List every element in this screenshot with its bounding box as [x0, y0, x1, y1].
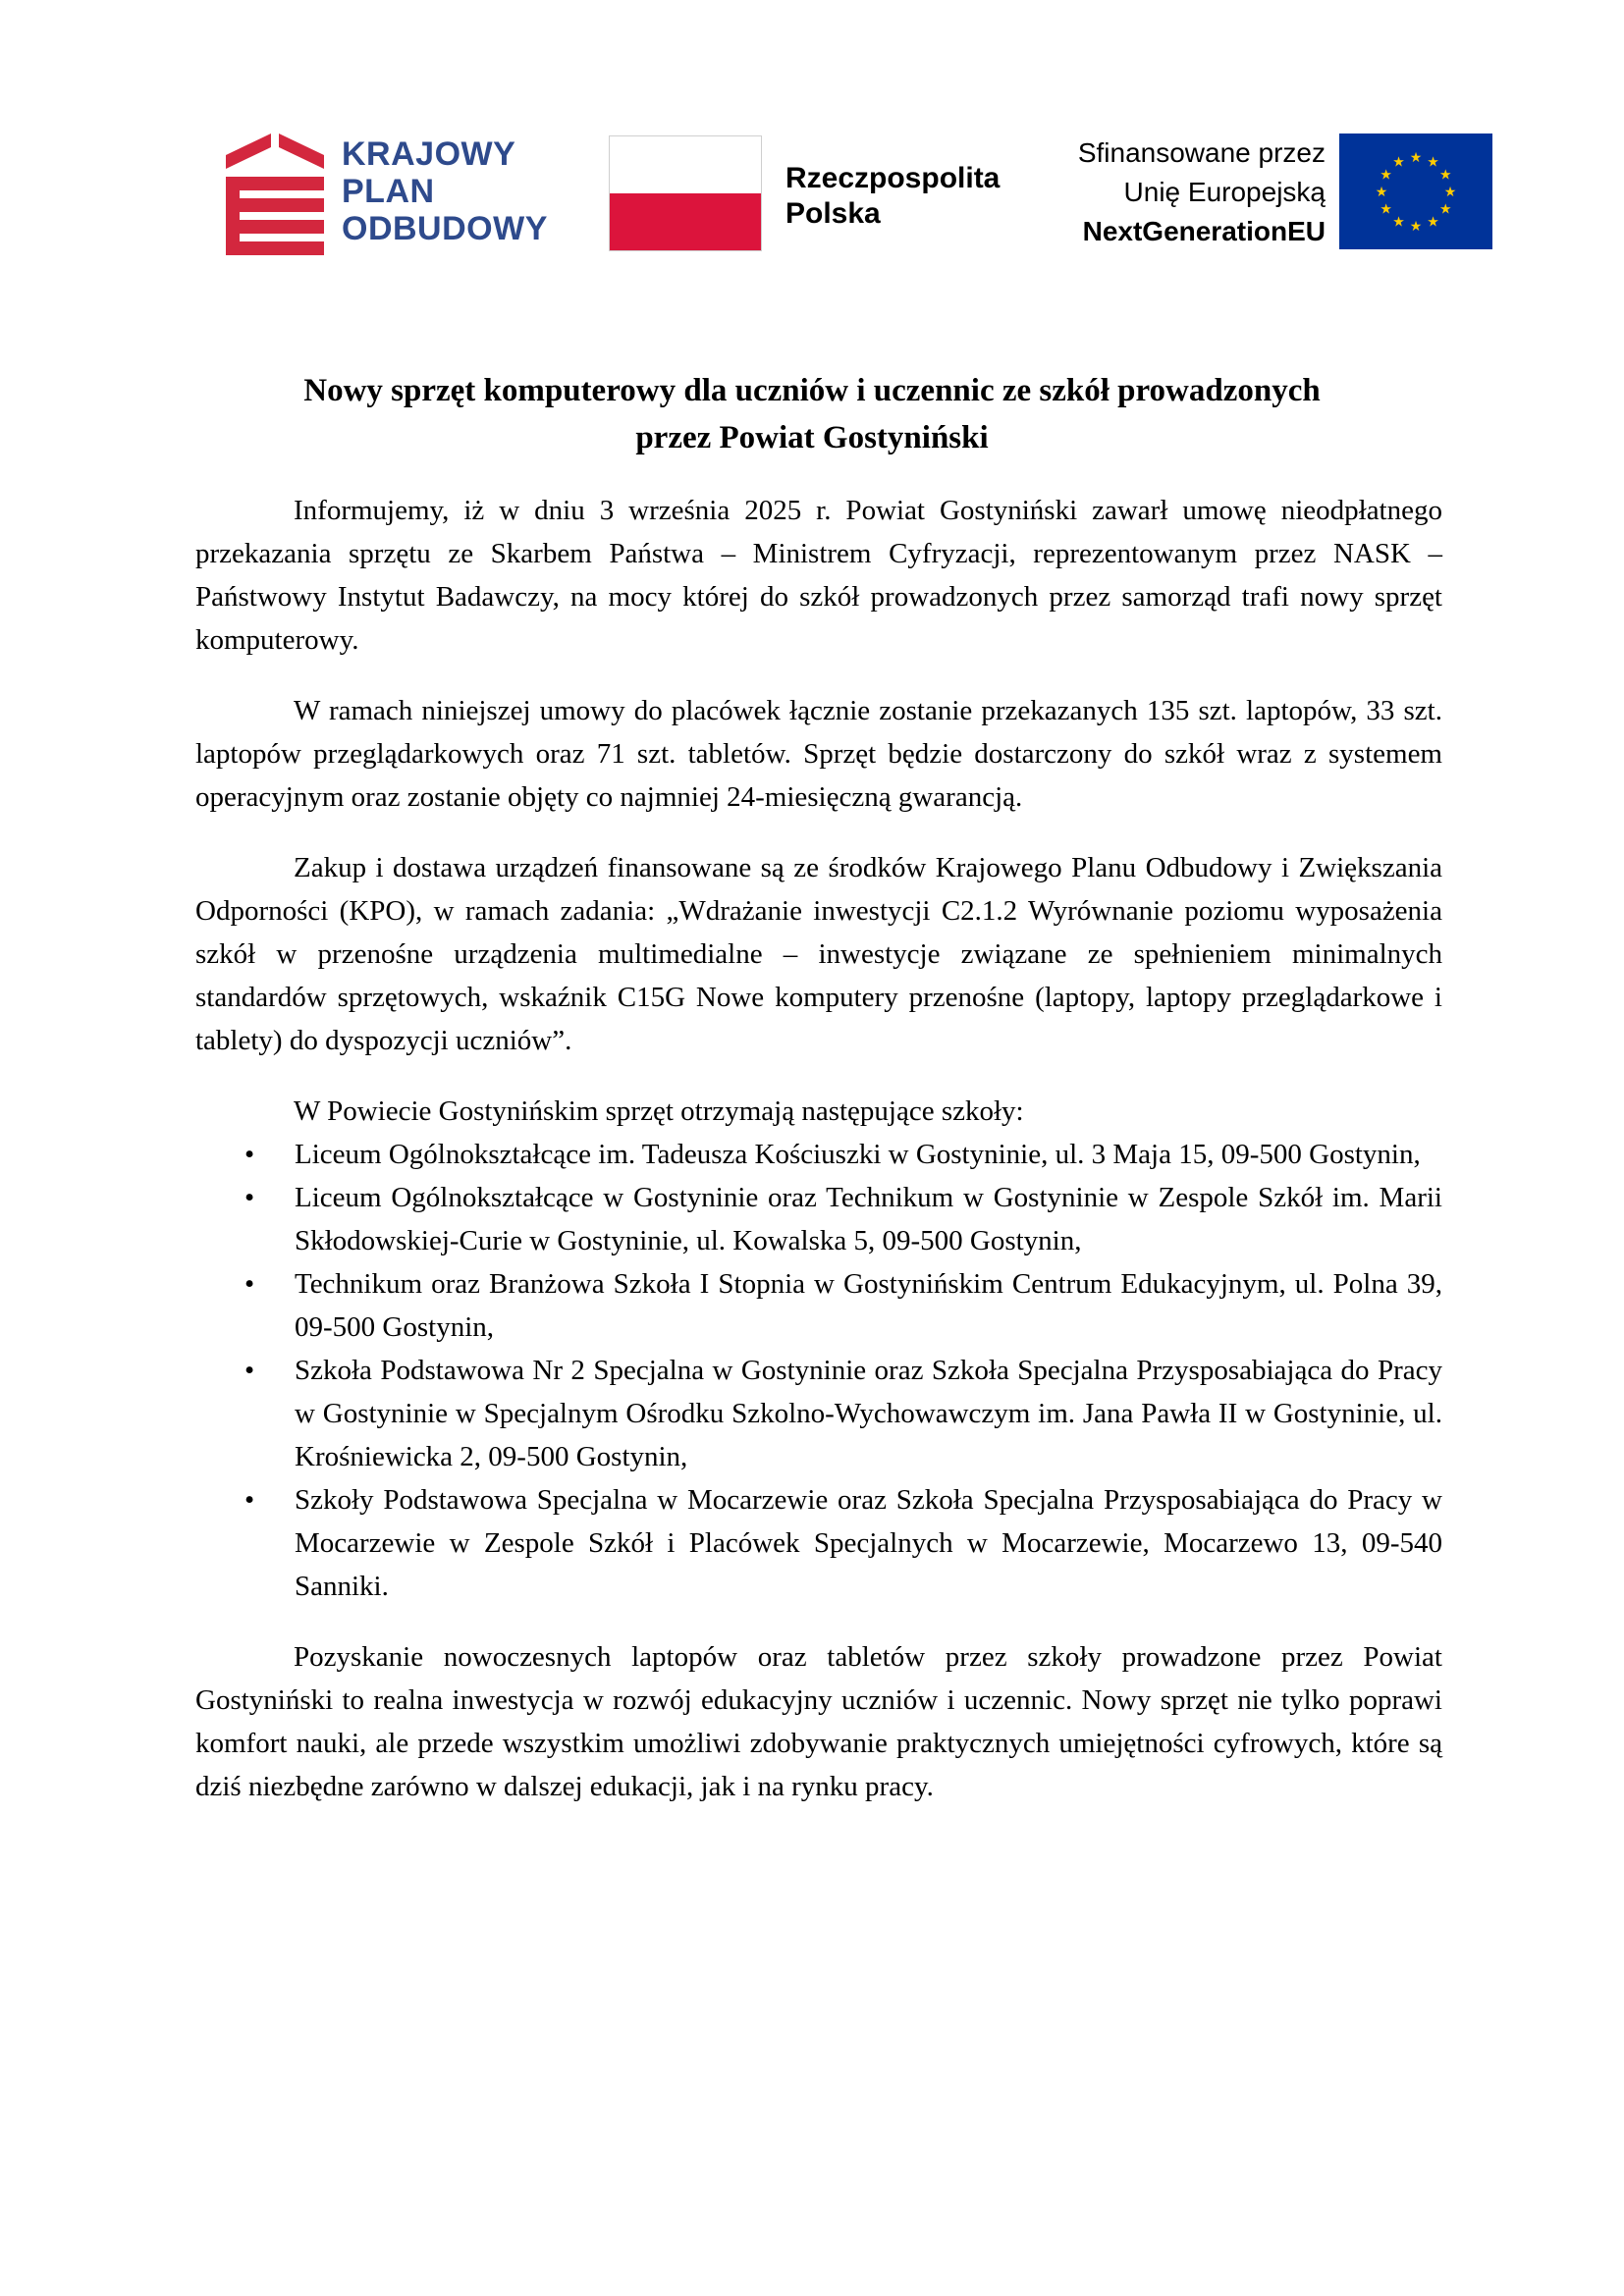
- kpo-line-3: ODBUDOWY: [342, 210, 548, 247]
- eu-star-icon: ★: [1375, 186, 1388, 200]
- title-line-1: Nowy sprzęt komputerowy dla uczniów i uczennic ze szkół prowadzonych: [303, 373, 1321, 408]
- bullet-icon: •: [244, 1268, 255, 1300]
- page-title: [167, 367, 1457, 461]
- eu-funding-text: [1078, 133, 1326, 251]
- eu-line-3: NextGenerationEU: [1082, 216, 1326, 246]
- kpo-logo: [226, 133, 550, 255]
- list-item: • Liceum Ogólnokształcące im. Tadeusza Kościuszki w Gostyninie, ul. 3 Maja 15, 09-500 Gostynin,: [195, 1133, 1442, 1176]
- eu-star-icon: ★: [1443, 186, 1457, 200]
- bullet-icon: •: [244, 1484, 255, 1516]
- eu-flag-icon: [1339, 133, 1492, 249]
- eu-star-icon: ★: [1392, 155, 1405, 171]
- document-body: [195, 489, 1442, 1808]
- list-item: • Technikum oraz Branżowa Szkoła I Stopnia w Gostynińskim Centrum Edukacyjnym, ul. Polna 39, 09-500 Gostynin,: [195, 1262, 1442, 1349]
- eu-star-icon: ★: [1439, 168, 1452, 184]
- list-item: • Szkoła Podstawowa Nr 2 Specjalna w Gostyninie oraz Szkoła Specjalna Przysposabiająca do Pracy w Gostyninie w Specjalnym Ośrodku Szkolno-Wychowawczym im. Jana Pawła II w Gostyninie, ul. Krośniewicka 2, 09-500 Gostynin,: [195, 1349, 1442, 1478]
- logo-bar: [0, 133, 1624, 255]
- list-item: • Szkoły Podstawowa Specjalna w Mocarzewie oraz Szkoła Specjalna Przysposabiająca do Pracy w Mocarzewie w Zespole Szkół i Placówek Specjalnych w Mocarzewie, Mocarzewo 13, 09-540 Sanniki.: [195, 1478, 1442, 1608]
- rp-line-1: Rzeczpospolita: [785, 162, 1001, 194]
- eu-star-icon: ★: [1392, 215, 1405, 231]
- rp-wordmark: [785, 161, 1000, 232]
- bullet-icon: •: [244, 1355, 255, 1386]
- bullet-icon: •: [244, 1139, 255, 1170]
- paragraph-equipment: W ramach niniejszej umowy do placówek łącznie zostanie przekazanych 135 szt. laptopów, 33 szt. laptopów przeglądarkowych oraz 71 szt. tabletów. Sprzęt będzie dostarczony do szkół wraz z systemem operacyjnym oraz zostanie objęty co najmniej 24-miesięczną gwarancją.: [195, 695, 1442, 813]
- polish-flag-icon: [609, 135, 762, 251]
- paragraph-funding: Zakup i dostawa urządzeń finansowane są ze środków Krajowego Planu Odbudowy i Zwiększania Odporności (KPO), w ramach zadania: „Wdrażanie inwestycji C2.1.2 Wyrównanie poziomu wyposażenia szkół w przenośne urządzenia multimedialne – inwestycje związane ze spełnieniem minimalnych standardów sprzętowych, wskaźnik C15G Nowe komputery przenośne (laptopy, laptopy przeglądarkowe i tablety) do dyspozycji uczniów”.: [195, 852, 1442, 1056]
- rp-logo: [609, 135, 1021, 253]
- eu-star-icon: ★: [1439, 202, 1452, 218]
- eu-star-icon: ★: [1409, 220, 1423, 235]
- kpo-line-1: KRAJOWY: [342, 135, 516, 173]
- list-intro: W Powiecie Gostynińskim sprzęt otrzymają następujące szkoły:: [294, 1095, 1024, 1127]
- paragraph-intro: Informujemy, iż w dniu 3 września 2025 r. Powiat Gostyniński zawarł umowę nieodpłatnego przekazania sprzętu ze Skarbem Państwa – Ministrem Cyfryzacji, reprezentowanym przez NASK – Państwowy Instytut Badawczy, na mocy której do szkół prowadzonych przez samorząd trafi nowy sprzęt komputerowy.: [195, 495, 1442, 656]
- eu-logo: [1031, 133, 1492, 255]
- eu-star-icon: ★: [1427, 215, 1439, 231]
- eu-star-icon: ★: [1380, 168, 1392, 184]
- rp-line-2: Polska: [785, 197, 881, 230]
- kpo-emblem-icon: [226, 133, 324, 255]
- eu-star-icon: ★: [1427, 155, 1439, 171]
- schools-list: [195, 1133, 1442, 1608]
- paragraph-conclusion: Pozyskanie nowoczesnych laptopów oraz tabletów przez szkoły prowadzone przez Powiat Gostyniński to realna inwestycja w rozwój edukacyjny uczniów i uczennic. Nowy sprzęt nie tylko poprawi komfort nauki, ale przede wszystkim umożliwi zdobywanie praktycznych umiejętności cyfrowych, które są dziś niezbędne zarówno w dalszej edukacji, jak i na rynku pracy.: [195, 1641, 1442, 1802]
- eu-line-2: Unię Europejską: [1123, 177, 1326, 207]
- eu-star-icon: ★: [1409, 151, 1423, 166]
- kpo-wordmark: [342, 135, 548, 247]
- eu-star-icon: ★: [1380, 202, 1392, 218]
- bullet-icon: •: [244, 1182, 255, 1213]
- list-item: • Liceum Ogólnokształcące w Gostyninie oraz Technikum w Gostyninie w Zespole Szkół im. Marii Skłodowskiej-Curie w Gostyninie, ul. Kowalska 5, 09-500 Gostynin,: [195, 1176, 1442, 1262]
- eu-line-1: Sfinansowane przez: [1077, 137, 1326, 168]
- title-line-2: przez Powiat Gostyniński: [635, 420, 989, 455]
- kpo-line-2: PLAN: [342, 173, 435, 210]
